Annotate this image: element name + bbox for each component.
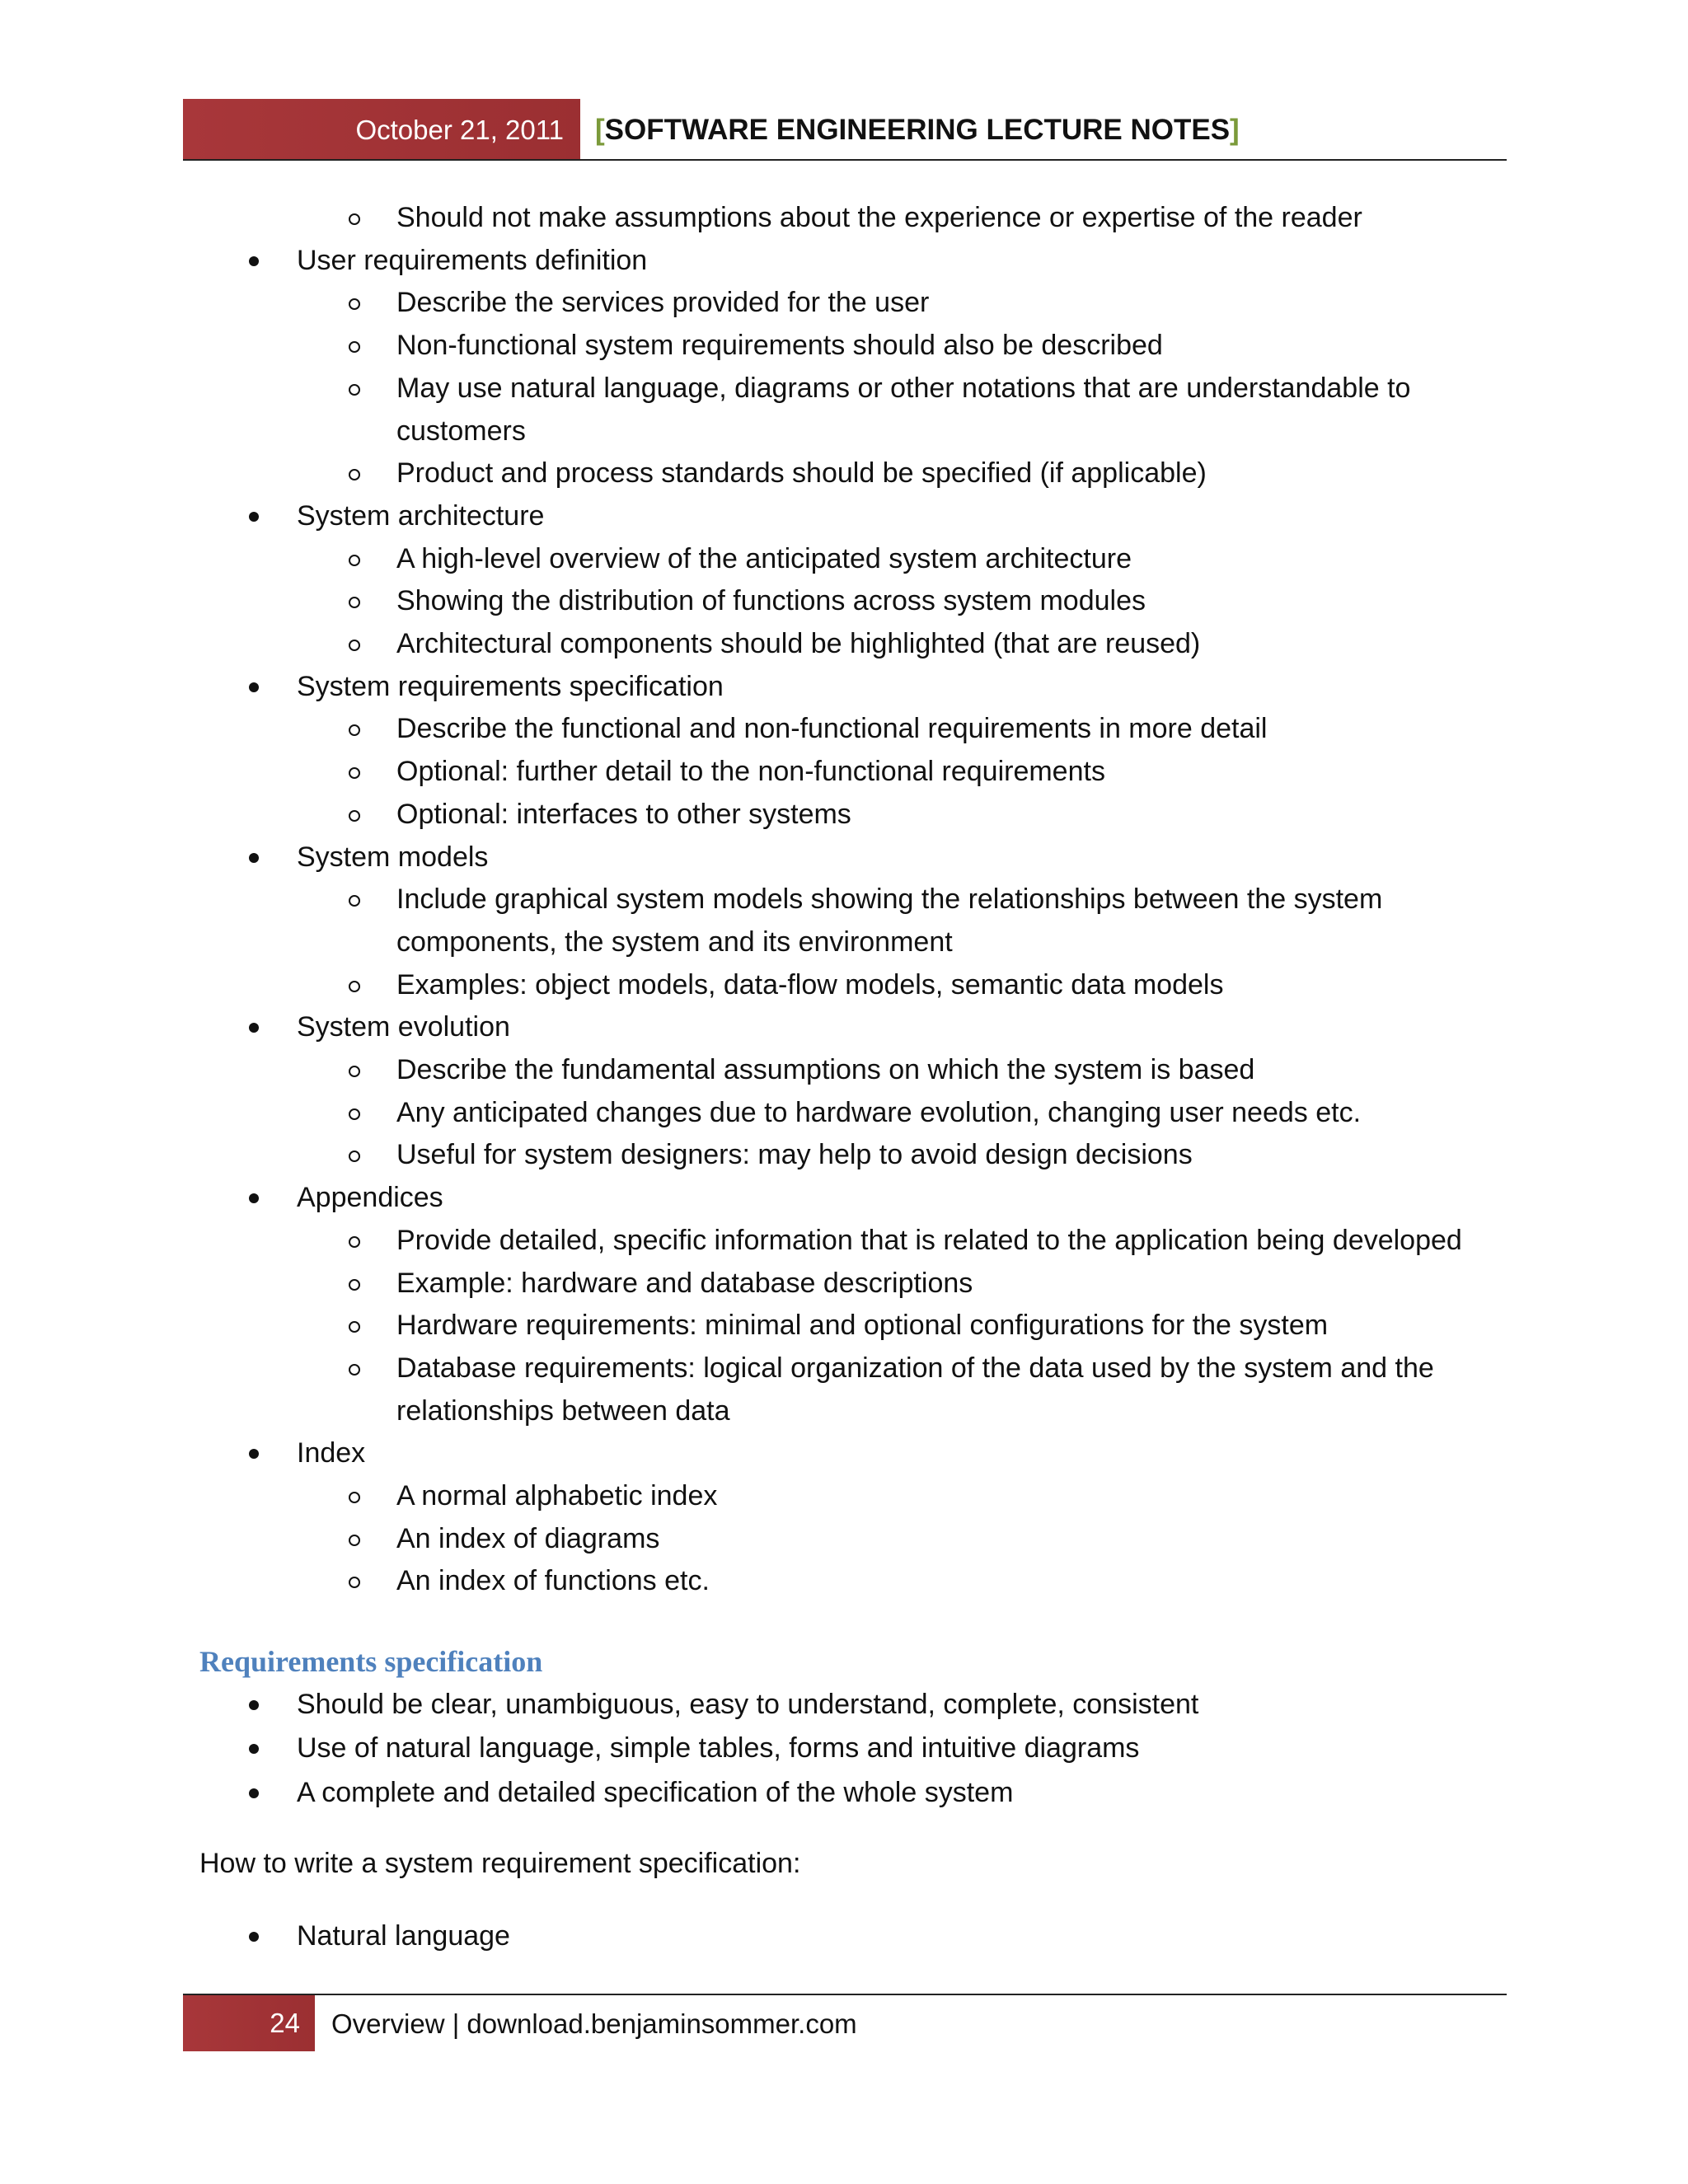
bullet-circle-icon [349, 1577, 360, 1588]
bullet-circle-icon [349, 767, 360, 779]
sub-list-item: Useful for system designers: may help to avoid design decisions [396, 1139, 1193, 1170]
section-bullet-item: Use of natural language, simple tables, forms and intuitive diagrams [297, 1732, 1140, 1764]
sub-list-item: Optional: further detail to the non-functional requirements [396, 756, 1105, 787]
bullet-circle-icon [349, 597, 360, 608]
bullet-circle-icon [349, 1236, 360, 1248]
sub-list-item: customers [396, 415, 526, 447]
sub-list-item: Example: hardware and database descriptions [396, 1268, 973, 1299]
section-bullet-item: Should be clear, unambiguous, easy to understand, complete, consistent [297, 1689, 1199, 1720]
header-date-box [183, 99, 580, 160]
bullet-circle-icon [349, 213, 360, 225]
sub-list-item: Describe the functional and non-functional requirements in more detail [396, 713, 1268, 744]
list-item: System models [297, 841, 489, 873]
sub-list-item: Showing the distribution of functions across system modules [396, 585, 1146, 616]
sub-list-item: Any anticipated changes due to hardware evolution, changing user needs etc. [396, 1097, 1362, 1128]
bullet-circle-icon [349, 895, 360, 907]
bullet-dot-icon [249, 1193, 259, 1203]
bullet-circle-icon [349, 1151, 360, 1162]
bullet-circle-icon [349, 1066, 360, 1077]
bullet-circle-icon [349, 1279, 360, 1291]
list-item: User requirements definition [297, 245, 648, 276]
bullet-circle-icon [349, 1492, 360, 1503]
sub-list-item: relationships between data [396, 1395, 730, 1427]
sub-list-item: A normal alphabetic index [396, 1480, 718, 1511]
header-bracket-close: ] [1230, 114, 1240, 146]
sub-list-item: Non-functional system requirements should also be described [396, 330, 1163, 361]
bullet-circle-icon [349, 341, 360, 353]
sub-list-item: Hardware requirements: minimal and optional configurations for the system [396, 1310, 1329, 1341]
bullet-dot-icon [249, 1788, 259, 1798]
bullet-dot-icon [249, 512, 259, 522]
sub-list-item: An index of diagrams [396, 1523, 660, 1554]
sub-list-item: Database requirements: logical organization of the data used by the system and the [396, 1352, 1434, 1384]
sub-list-item: May use natural language, diagrams or other notations that are understandable to [396, 373, 1411, 404]
bullet-circle-icon [349, 1108, 360, 1120]
bullet-dot-icon [249, 682, 259, 692]
footer-rule [183, 1994, 1507, 1995]
header-bracket-open: [ [595, 114, 605, 146]
sub-list-item: A high-level overview of the anticipated system architecture [396, 543, 1132, 574]
header-title-text: SOFTWARE ENGINEERING LECTURE NOTES [604, 114, 1231, 146]
bullet-circle-icon [349, 810, 360, 822]
section-bullet-item: Natural language [297, 1920, 510, 1952]
bullet-dot-icon [249, 1744, 259, 1754]
sub-list-item: Provide detailed, specific information that is related to the application being developed [396, 1225, 1462, 1256]
bullet-circle-icon [349, 640, 360, 651]
sub-list-item: Examples: object models, data-flow models, semantic data models [396, 969, 1224, 1001]
bullet-circle-icon [349, 384, 360, 396]
sub-list-item: Optional: interfaces to other systems [396, 799, 851, 830]
bullet-circle-icon [349, 981, 360, 992]
header-rule [183, 159, 1507, 161]
list-item: Index [297, 1437, 366, 1469]
page-number: 24 [270, 2008, 300, 2038]
footer-text: Overview | download.benjaminsommer.com [331, 2008, 857, 2039]
list-item: Appendices [297, 1182, 443, 1213]
bullet-circle-icon [349, 1535, 360, 1546]
bullet-dot-icon [249, 1023, 259, 1033]
bullet-dot-icon [249, 1932, 259, 1942]
sub-list-item: Should not make assumptions about the experience or expertise of the reader [396, 202, 1362, 233]
sub-list-item: Describe the fundamental assumptions on which the system is based [396, 1054, 1255, 1085]
sub-list-item: components, the system and its environment [396, 926, 953, 958]
bullet-circle-icon [349, 1364, 360, 1376]
bullet-circle-icon [349, 469, 360, 480]
list-item: System architecture [297, 500, 545, 532]
footer-page-box [183, 1995, 315, 2051]
section-heading: Requirements specification [199, 1645, 543, 1678]
list-item: System evolution [297, 1011, 510, 1043]
bullet-circle-icon [349, 298, 360, 310]
header-title [595, 114, 1240, 147]
bullet-dot-icon [249, 1700, 259, 1710]
section-bullet-item: A complete and detailed specification of the whole system [297, 1777, 1014, 1808]
header-date: October 21, 2011 [355, 115, 564, 145]
bullet-circle-icon [349, 724, 360, 736]
list-item: System requirements specification [297, 671, 724, 702]
bullet-circle-icon [349, 555, 360, 566]
sub-list-item: Include graphical system models showing the relationships between the system [396, 883, 1383, 915]
paragraph: How to write a system requirement specification: [199, 1848, 801, 1879]
sub-list-item: Architectural components should be highlighted (that are reused) [396, 628, 1201, 659]
bullet-circle-icon [349, 1321, 360, 1333]
sub-list-item: Describe the services provided for the user [396, 287, 930, 318]
bullet-dot-icon [249, 853, 259, 863]
bullet-dot-icon [249, 256, 259, 266]
sub-list-item: Product and process standards should be specified (if applicable) [396, 457, 1207, 489]
sub-list-item: An index of functions etc. [396, 1565, 710, 1596]
bullet-dot-icon [249, 1449, 259, 1459]
